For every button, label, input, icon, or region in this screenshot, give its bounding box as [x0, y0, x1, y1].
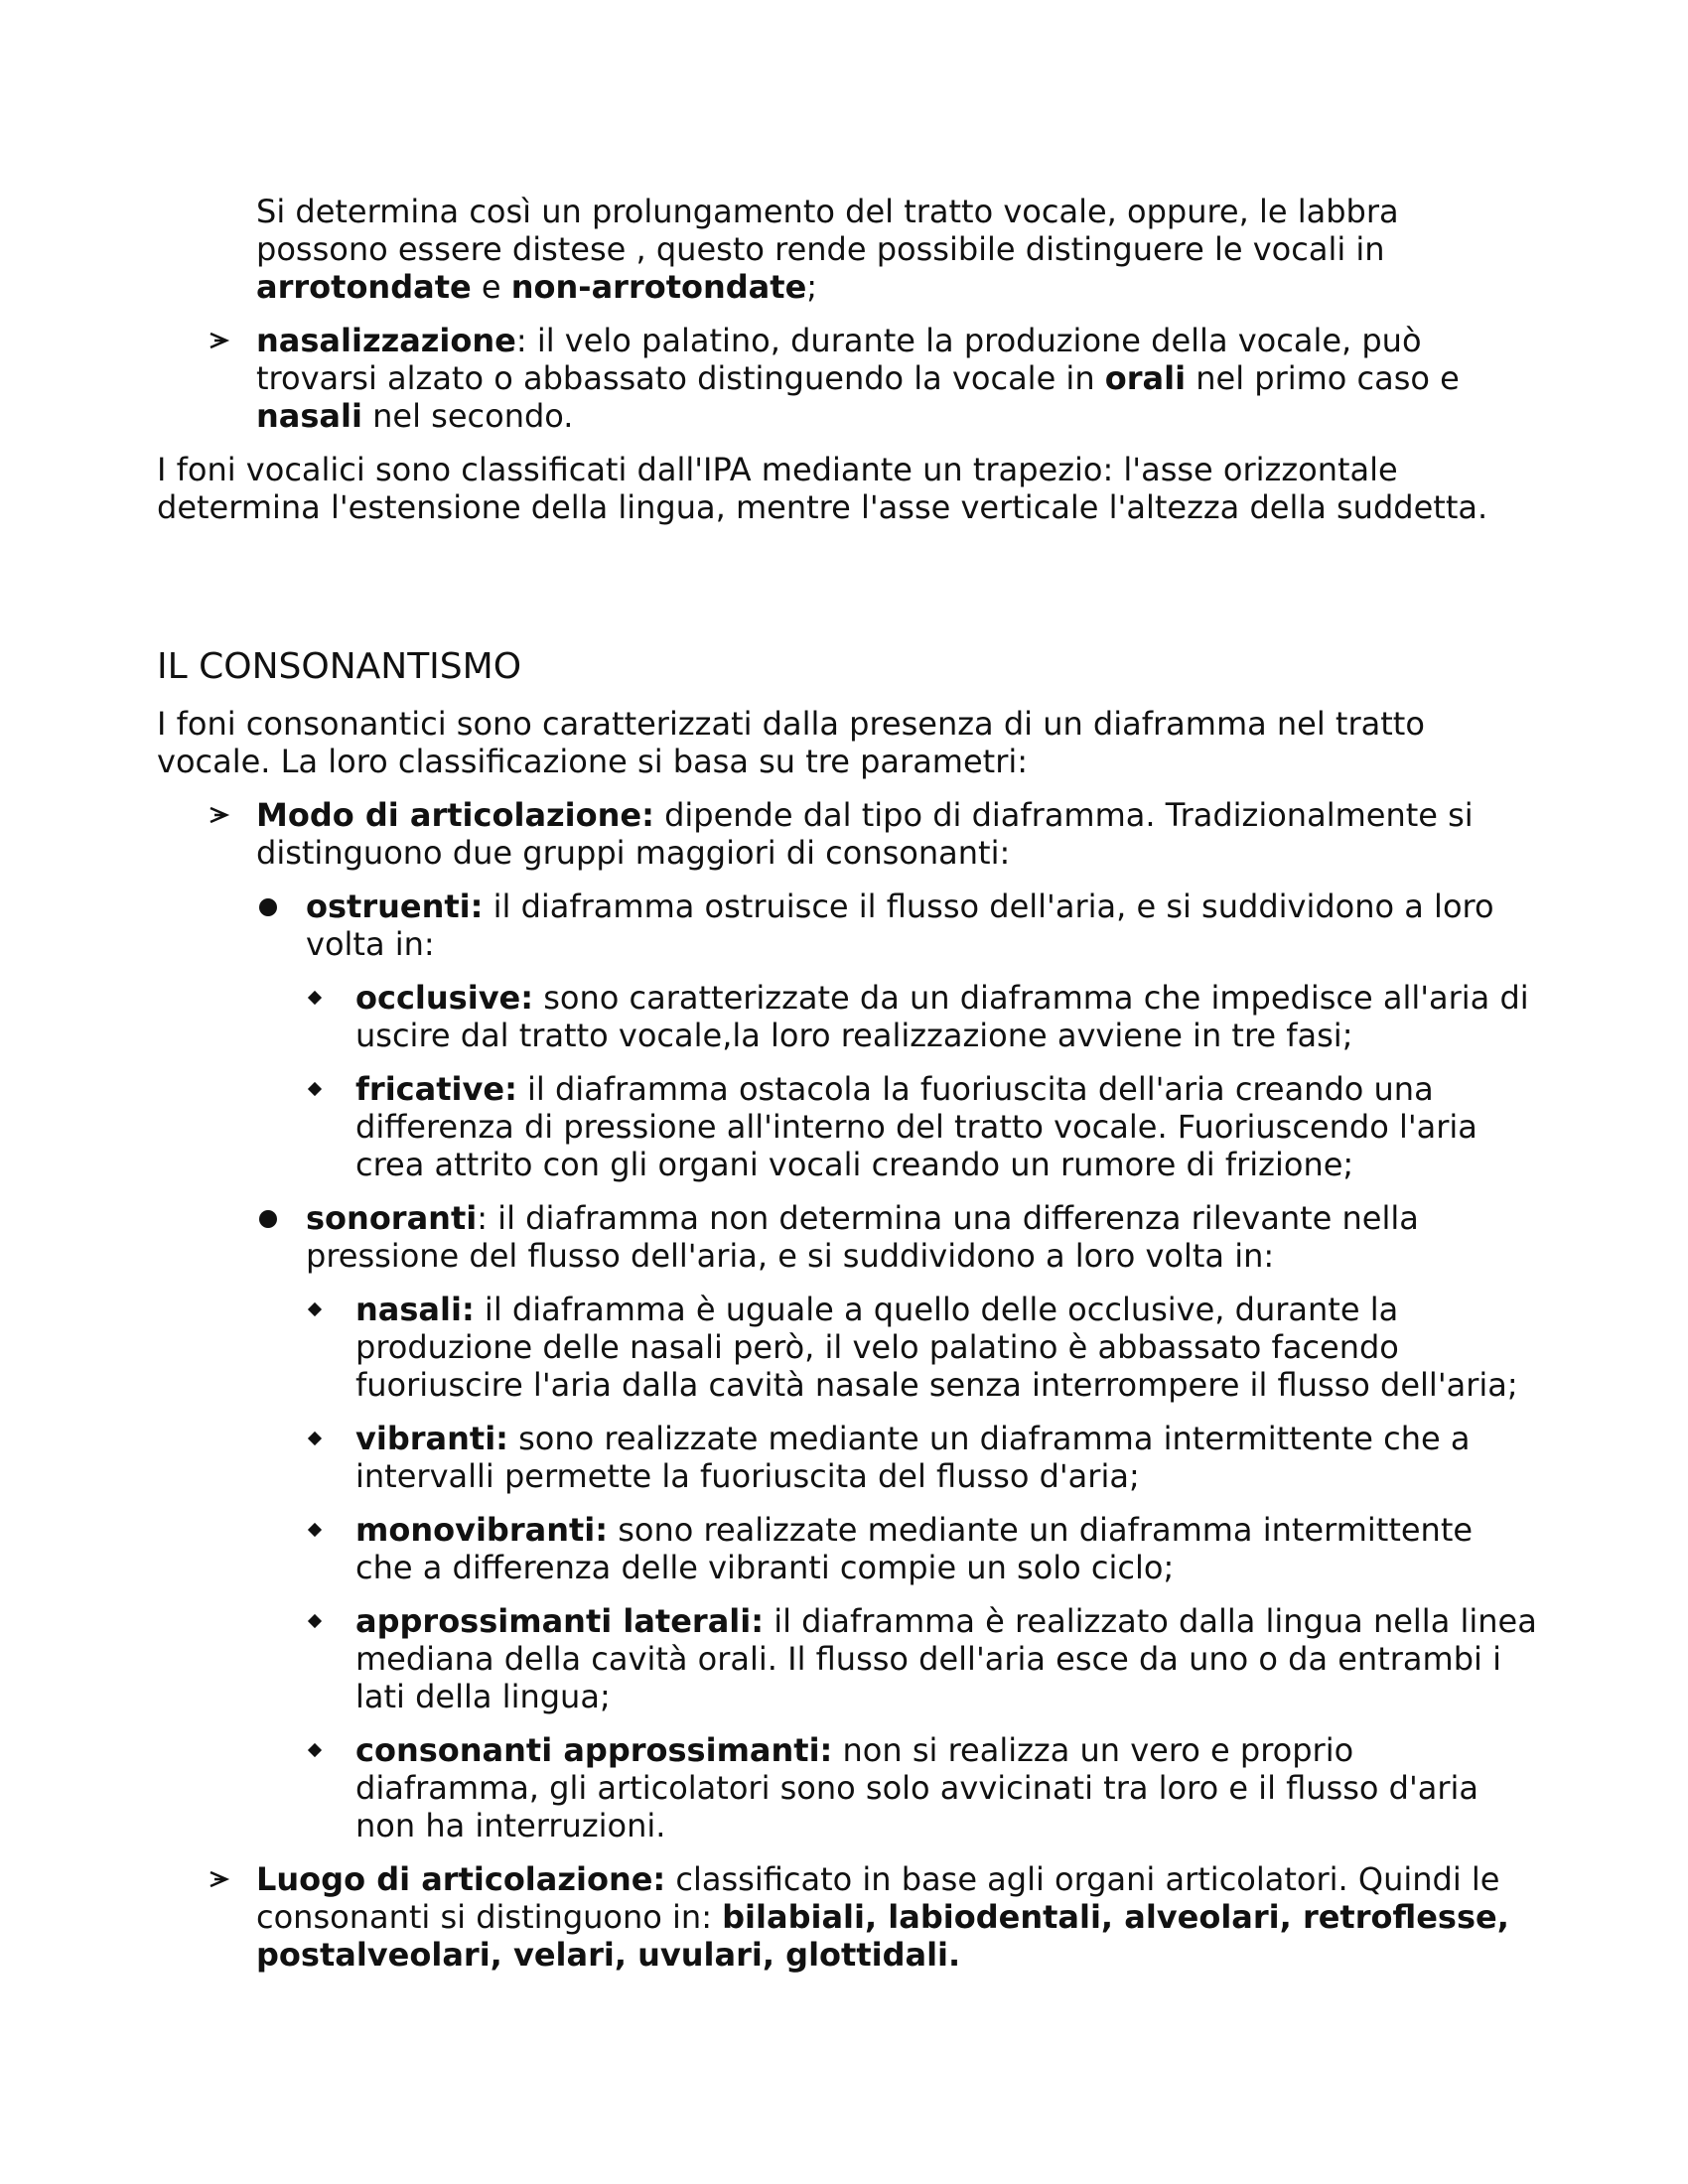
round-bullet-icon: [259, 1210, 277, 1228]
round-bullet-icon: [259, 898, 277, 916]
diamond-bullet-icon: [308, 991, 322, 1005]
list-item-consonanti-approssimanti: consonanti approssimanti: non si realizza un vero e proprio diaframma, gli articolatori sono solo avvicinati tra loro e il flusso d'aria non ha interruzioni.: [355, 1731, 1539, 1844]
list-item-vibranti: vibranti: sono realizzate mediante un diaframma intermittente che a intervalli permette la fuoriuscita del flusso d'aria;: [355, 1420, 1539, 1495]
ipa-paragraph: I foni vocalici sono classificati dall'IPA mediante un trapezio: l'asse orizzontale determina l'estensione della lingua, mentre l'asse verticale l'altezza della suddetta.: [157, 451, 1488, 526]
intro-paragraph: I foni consonantici sono caratterizzati dalla presenza di un diaframma nel tratto vocale. La loro classificazione si basa su tre parametri:: [157, 705, 1425, 780]
term-nasalizzazione: nasalizzazione: [256, 322, 516, 359]
list-item-ostruenti: ostruenti: il diaframma ostruisce il flusso dell'aria, e si suddividono a loro volta in:: [306, 887, 1539, 963]
arrow-bullet-icon: [207, 1860, 232, 1898]
term-arrotondate: arrotondate: [256, 268, 472, 306]
list-item-modo: Modo di articolazione: dipende dal tipo di diaframma. Tradizionalmente si distinguono due gruppi maggiori di consonanti:: [256, 796, 1539, 872]
diamond-bullet-icon: [308, 1743, 322, 1757]
arrow-bullet-icon: [207, 322, 232, 359]
list-item-nasali: nasali: il diaframma è uguale a quello delle occlusive, durante la produzione delle nasali però, il velo palatino è abbassato facendo fuoriuscire l'aria dalla cavità nasale senza interrompere il flusso dell'aria;: [355, 1291, 1539, 1404]
diamond-bullet-icon: [308, 1614, 322, 1628]
term-non-arrotondate: non-arrotondate: [510, 268, 807, 306]
list-item-luogo: Luogo di articolazione: classificato in base agli organi articolatori. Quindi le consonanti si distinguono in: bilabiali, labiodentali, alveolari, retroflesse, postalveolari, velari, uvulari, glottidali.: [256, 1860, 1539, 1974]
list-item-monovibranti: monovibranti: sono realizzate mediante un diaframma intermittente che a differenza delle vibranti compie un solo ciclo;: [355, 1511, 1539, 1586]
diamond-bullet-icon: [308, 1302, 322, 1316]
diamond-bullet-icon: [308, 1523, 322, 1537]
diamond-bullet-icon: [308, 1432, 322, 1445]
list-item-nasalizzazione: nasalizzazione: il velo palatino, durante la produzione della vocale, può trovarsi alzato o abbassato distinguendo la vocale in orali nel primo caso e nasali nel secondo.: [256, 322, 1539, 435]
list-item-sonoranti: sonoranti: il diaframma non determina una differenza rilevante nella pressione del flusso dell'aria, e si suddividono a loro volta in:: [306, 1199, 1539, 1275]
list-item-approssimanti-laterali: approssimanti laterali: il diaframma è realizzato dalla lingua nella linea mediana della cavità orali. Il flusso dell'aria esce da uno o da entrambi i lati della lingua;: [355, 1602, 1539, 1715]
list-item-occlusive: occlusive: sono caratterizzate da un diaframma che impedisce all'aria di uscire dal tratto vocale,la loro realizzazione avviene in tre fasi;: [355, 979, 1539, 1054]
rounding-paragraph: Si determina così un prolungamento del tratto vocale, oppure, le labbra possono essere distese , questo rende possibile distinguere le vocali in arrotondate e non-arrotondate;: [256, 193, 1399, 306]
arrow-bullet-icon: [207, 796, 232, 834]
list-item-fricative: fricative: il diaframma ostacola la fuoriuscita dell'aria creando una differenza di pressione all'interno del tratto vocale. Fuoriuscendo l'aria crea attrito con gli organi vocali creando un rumore di frizione;: [355, 1070, 1539, 1183]
diamond-bullet-icon: [308, 1082, 322, 1096]
section-heading: IL CONSONANTISMO: [157, 646, 522, 687]
